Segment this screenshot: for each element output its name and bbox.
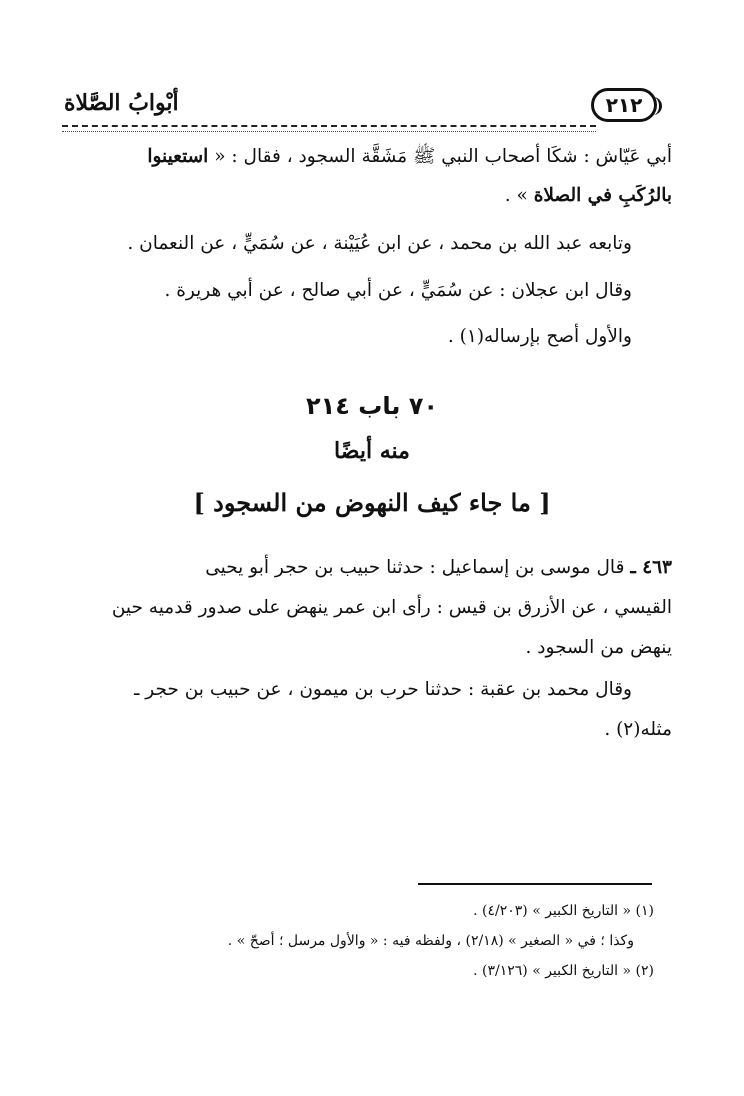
paragraph1-line2-bold: بالرُكَبِ في الصلاة: [533, 185, 672, 206]
paragraph2: وتابعه عبد الله بن محمد ، عن ابن عُيَيْنة ، عن سُمَيٍّ ، عن النعمان .: [127, 233, 632, 254]
header-divider: [62, 125, 596, 132]
paragraph1-line1-text: أبي عَيّاش : شكَا أصحاب النبي ﷺ مَشَقَّة السجود ، فقال : «: [214, 146, 672, 167]
hadith-line1: [52, 557, 672, 578]
paragraph1-line2-text: » .: [504, 185, 528, 206]
badge-curl-ornament: [649, 97, 662, 115]
footnote-divider: [418, 883, 652, 885]
page-number: ٢١٢: [605, 93, 643, 117]
paragraph4: والأول أصح بإرساله(١) .: [447, 326, 632, 347]
paragraph3: وقال ابن عجلان : عن سُمَيٍّ ، عن أبي صالح ، عن أبي هريرة .: [164, 280, 632, 301]
footnote-2: (٢) « التاريخ الكبير » (٣/١٢٦) .: [473, 963, 654, 979]
paragraph1-line2: [52, 185, 672, 206]
chapter-heading: [ ما جاء كيف النهوض من السجود ]: [193, 488, 551, 517]
hadith-line5: مثله(٢) .: [604, 719, 672, 740]
footnote-1-continuation: وكذا ؛ في « الصغير » (٢/١٨) ، ولفظه فيه : « والأول مرسل ؛ أصحّ » .: [227, 933, 634, 949]
hadith-line2: القيسي ، عن الأزرق بن قيس : رأى ابن عمر ينهض على صدور قدميه حين: [111, 597, 672, 618]
hadith-line4: وقال محمد بن عقبة : حدثنا حرب بن ميمون ، عن حبيب بن حجر ـ: [133, 679, 632, 700]
paragraph1-line1: [52, 146, 672, 172]
footnote-1: (١) « التاريخ الكبير » (٤/٢٠٣) .: [473, 903, 654, 919]
chapter-subtitle: منه أيضًا: [334, 438, 410, 464]
hadith-line1-text: قال موسى بن إسماعيل : حدثنا حبيب بن حجر أبو يحيى: [205, 557, 625, 578]
hadith-number: ٤٦٣ ـ: [630, 557, 672, 578]
running-header-title: أبْوابُ الصَّلاة: [64, 90, 179, 116]
chapter-number: ٧٠ باب ٢١٤: [305, 392, 439, 420]
hadith-line3: ينهض من السجود .: [525, 637, 672, 658]
page-number-badge: [591, 88, 657, 122]
paragraph1-line1-bold: استعينوا: [147, 146, 209, 167]
